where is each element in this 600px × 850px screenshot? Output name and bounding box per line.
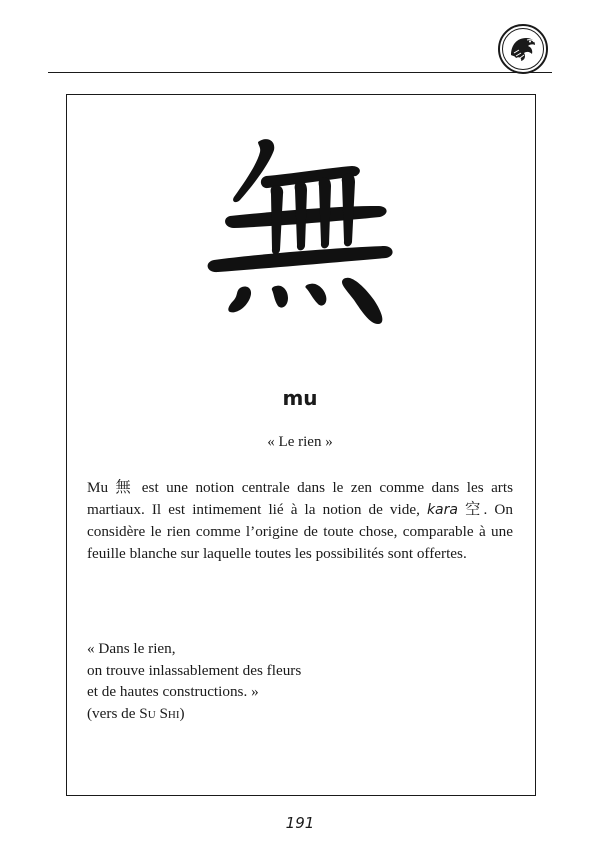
verse-quote [87, 638, 507, 724]
tiger-emblem-icon [497, 23, 549, 75]
quote-line-2: on trouve inlassablement des fleurs [87, 661, 302, 679]
header-rule [48, 72, 552, 73]
quote-attribution [87, 703, 507, 725]
paragraph-part2: 空. On considère le rien comme l’origine de toute chose, comparable à une feuille blanche sur laquelle toutes les possibilités sont offertes. [87, 500, 513, 562]
entry-paragraph [87, 477, 513, 564]
mu-calligraphy-icon [200, 128, 400, 328]
attribution-suffix: ) [179, 704, 185, 722]
quote-line-3: et de hautes constructions. » [87, 683, 259, 700]
attribution-author: Su Shi [139, 704, 180, 722]
paragraph-part1: Mu 無 est une notion centrale dans le zen comme dans les arts martiaux. Il est intimement lié à la notion de vide, [87, 479, 513, 518]
italic-term: kara [426, 501, 458, 518]
entry-subtitle: « Le rien » [267, 434, 333, 450]
page-number: 191 [285, 814, 315, 832]
attribution-prefix: (vers de [87, 704, 140, 722]
entry-title: mu [282, 386, 318, 410]
quote-line-1: « Dans le rien, [87, 640, 176, 657]
